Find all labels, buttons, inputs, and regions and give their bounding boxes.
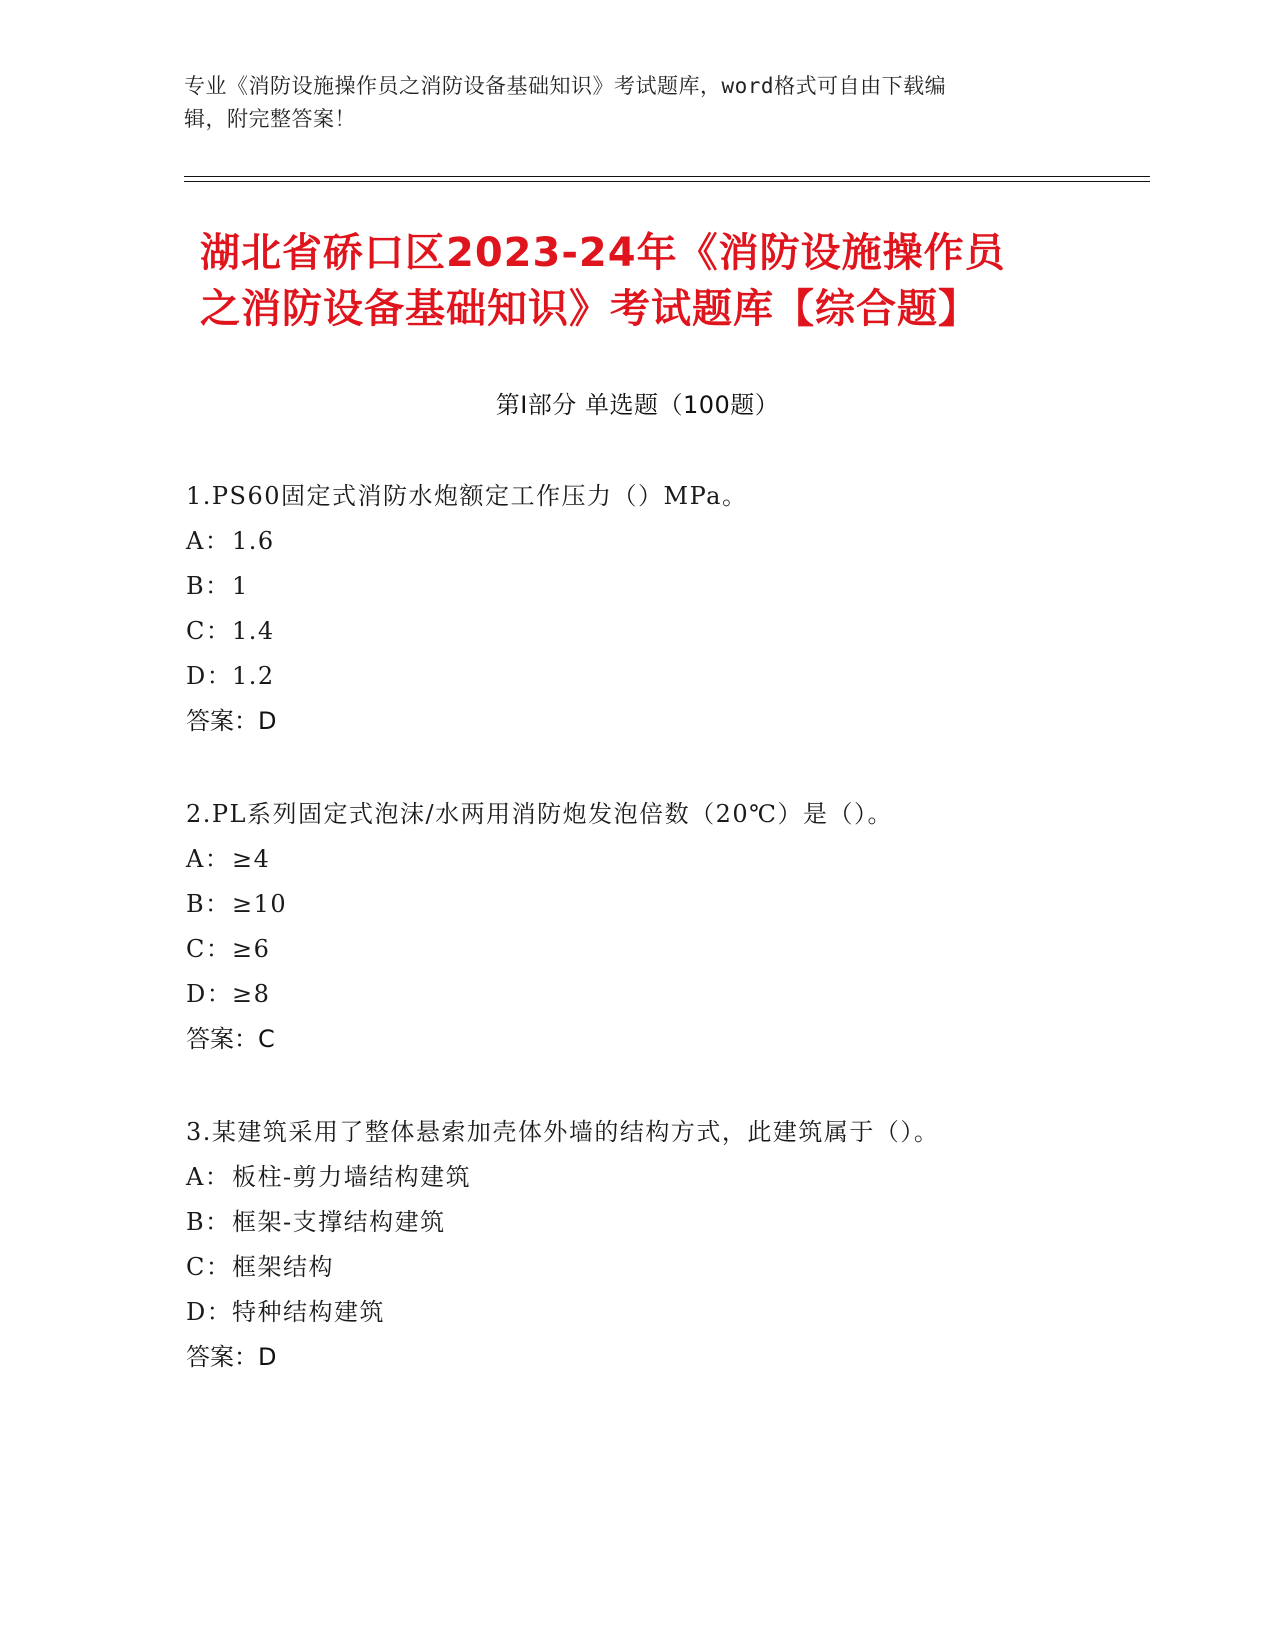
answer: 答案：C xyxy=(186,1025,275,1053)
question-stem: 1.PS60固定式消防水炮额定工作压力（）MPa。 xyxy=(186,482,748,510)
option-key: C： xyxy=(186,1253,232,1281)
option-text: ≥10 xyxy=(232,890,288,918)
option-a xyxy=(186,519,1146,564)
option-text: 1.2 xyxy=(232,662,275,690)
option-d xyxy=(186,1290,1146,1335)
document-title-line-1: 湖北省硚口区2023-24年《消防设施操作员 xyxy=(200,230,1006,276)
option-text: 框架结构 xyxy=(232,1253,334,1281)
answer: 答案：D xyxy=(186,1343,277,1371)
option-a xyxy=(186,1155,1146,1200)
option-key: D： xyxy=(186,980,233,1008)
question-2 xyxy=(186,792,1146,1062)
option-c xyxy=(186,609,1146,654)
option-b xyxy=(186,564,1146,609)
option-text: 特种结构建筑 xyxy=(232,1298,385,1326)
option-c xyxy=(186,927,1146,972)
question-3 xyxy=(186,1110,1146,1380)
option-text: ≥8 xyxy=(232,980,271,1008)
option-key: B： xyxy=(186,1208,231,1236)
option-key: C： xyxy=(186,935,232,963)
question-stem: 2.PL系列固定式泡沫/水两用消防炮发泡倍数（20℃）是（）。 xyxy=(186,800,893,828)
option-text: ≥6 xyxy=(232,935,271,963)
option-c xyxy=(186,1245,1146,1290)
option-key: B： xyxy=(186,890,231,918)
option-b xyxy=(186,1200,1146,1245)
option-a xyxy=(186,837,1146,882)
header-divider-bottom xyxy=(184,181,1150,182)
option-b xyxy=(186,882,1146,927)
option-text: 板柱-剪力墙结构建筑 xyxy=(232,1163,472,1191)
option-text: 框架-支撑结构建筑 xyxy=(232,1208,446,1236)
option-d xyxy=(186,972,1146,1017)
document-title xyxy=(200,225,1100,337)
option-key: A： xyxy=(186,527,231,555)
option-key: B： xyxy=(186,572,231,600)
document-title-line-2: 之消防设备基础知识》考试题库【综合题】 xyxy=(200,286,979,332)
question-1 xyxy=(186,474,1146,744)
option-text: 1.4 xyxy=(232,617,275,645)
header-note-line-1: 专业《消防设施操作员之消防设备基础知识》考试题库，word格式可自由下载编 xyxy=(184,74,947,98)
header-note-line-2: 辑，附完整答案！ xyxy=(184,107,356,131)
option-key: C： xyxy=(186,617,232,645)
question-stem: 3.某建筑采用了整体悬索加壳体外墙的结构方式，此建筑属于（）。 xyxy=(186,1118,940,1146)
option-key: D： xyxy=(186,1298,233,1326)
section-heading: 第Ⅰ部分 单选题（100题） xyxy=(495,391,780,419)
option-key: A： xyxy=(186,1163,231,1191)
header-divider-top xyxy=(184,176,1150,177)
option-key: D： xyxy=(186,662,233,690)
option-text: 1 xyxy=(232,572,249,600)
header-note xyxy=(184,70,1064,136)
option-d xyxy=(186,654,1146,699)
option-key: A： xyxy=(186,845,231,873)
option-text: 1.6 xyxy=(232,527,275,555)
option-text: ≥4 xyxy=(232,845,271,873)
answer: 答案：D xyxy=(186,707,277,735)
